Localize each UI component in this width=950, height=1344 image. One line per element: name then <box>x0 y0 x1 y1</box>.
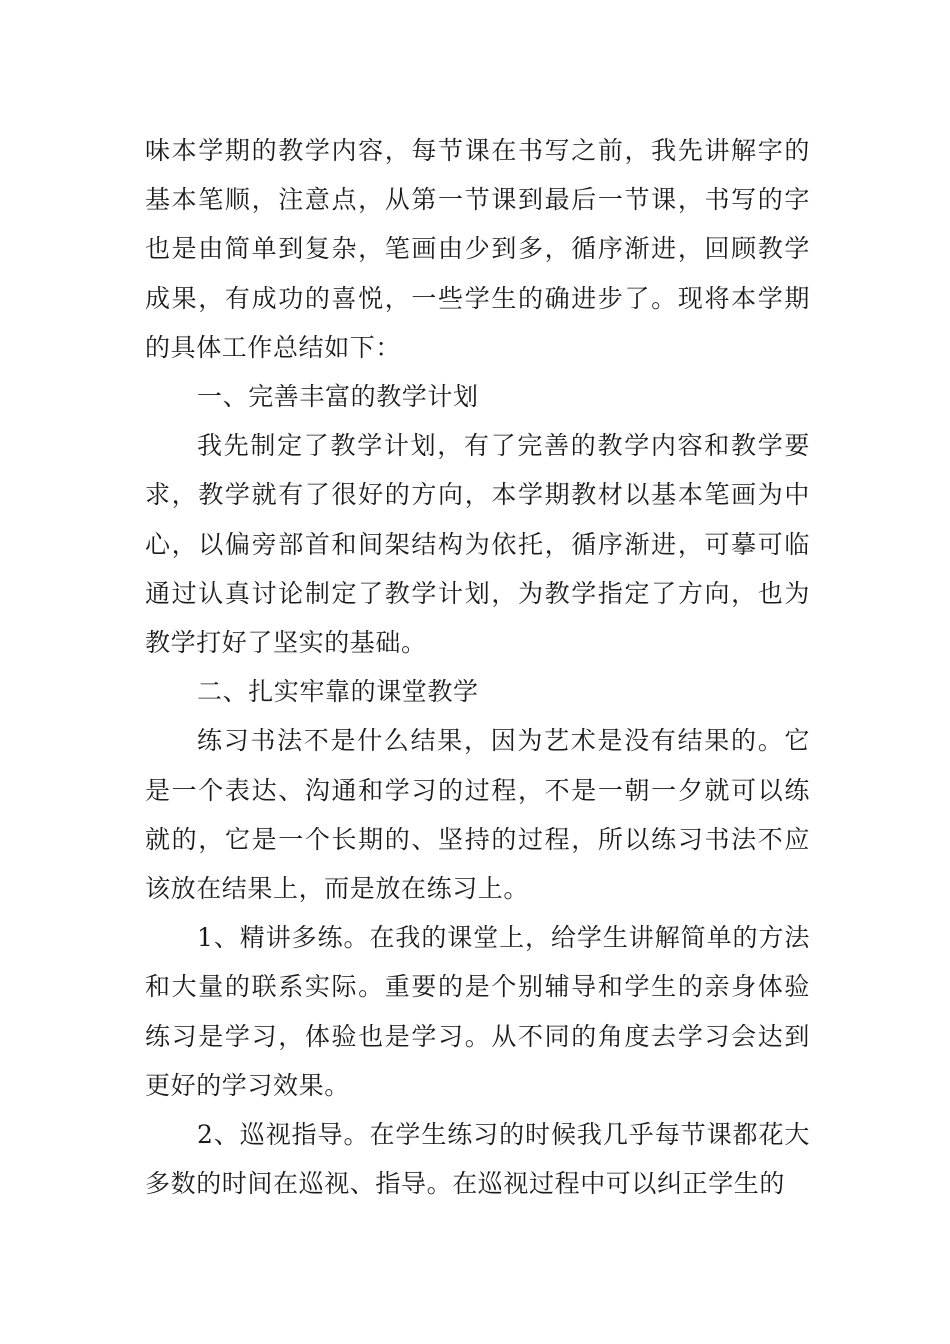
paragraph-practice: 练习书法不是什么结果，因为艺术是没有结果的。它是一个表达、沟通和学习的过程，不是一朝一夕就可以练就的，它是一个长期的、坚持的过程，所以练习书法不应该放在结果上，而是放在练习上。 <box>145 726 810 904</box>
paragraph-teaching-plan: 我先制定了教学计划，有了完善的教学内容和教学要求，教学就有了很好的方向，本学期教材以基本笔画为中心，以偏旁部首和间架结构为依托，循序渐进，可摹可临通过认真讨论制定了教学计划，为教学指定了方向，也为教学打好了坚实的基础。 <box>145 431 810 658</box>
paragraph-intro: 味本学期的教学内容，每节课在书写之前，我先讲解字的基本笔顺，注意点，从第一节课到最后一节课，书写的字也是由简单到复杂，笔画由少到多，循序渐进，回顾教学成果，有成功的喜悦，一些学生的确进步了。现将本学期的具体工作总结如下： <box>145 136 810 362</box>
section-heading-classroom-teaching: 二、扎实牢靠的课堂教学 <box>197 677 479 707</box>
document-body <box>145 126 810 1208</box>
paragraph-point-1: 1、精讲多练。在我的课堂上，给学生讲解简单的方法和大量的联系实际。重要的是个别辅导和学生的亲身体验练习是学习，体验也是学习。从不同的角度去学习会达到更好的学习效果。 <box>145 923 810 1100</box>
section-heading-teaching-plan: 一、完善丰富的教学计划 <box>197 382 479 412</box>
paragraph-point-2: 2、巡视指导。在学生练习的时候我几乎每节课都花大多数的时间在巡视、指导。在巡视过程中可以纠正学生的 <box>145 1120 810 1199</box>
